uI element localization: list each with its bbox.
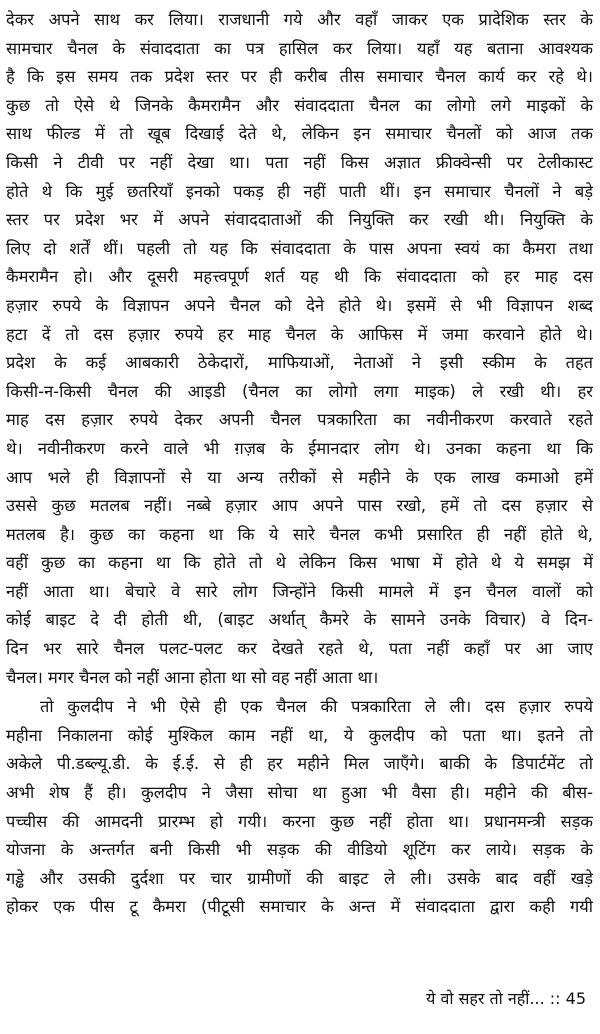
text-line: गड्ढे और उसकी दुर्दशा पर चार ग्रामीणों की बाइट ले ली। उसके बाद वहीं खड़े [6, 868, 593, 888]
text-line: अकेले पी.डब्ल्यू.डी. के ई.ई. से ही हर महीने मिल जाएँगे। बाकी के डिपार्टमेंट तो [6, 754, 593, 774]
paragraph-1 [6, 6, 593, 692]
text-line: स्तर पर प्रदेश भर में अपने संवाददाताओं की नियुक्ति कर रखी थी। नियुक्ति के [6, 210, 593, 230]
text-line: हज़ार रुपये के विज्ञापन अपने चैनल को देने होते थे। इसमें से भी विज्ञापन शब्द [6, 295, 593, 315]
text-line: प्रदेश के कई आबकारी ठेकेदारों, माफियाओं, नेताओं ने इसी स्कीम के तहत [6, 353, 593, 373]
running-title: ये वो सहर तो नहीं... [426, 989, 545, 1008]
text-line: उससे कुछ मतलब नहीं। नब्बे हज़ार आप अपने पास रखो, हमें तो दस हज़ार से [6, 496, 593, 516]
text-line: नहीं आता था। बेचारे वे सारे लोग जिन्होंने किसी मामले में इन चैनल वालों को [6, 581, 593, 601]
text-line: चैनल। मगर चैनल को नहीं आना होता था सो वह नहीं आता था। [6, 667, 379, 687]
text-line: कोई बाइट दे दी होती थी, (बाइट अर्थात् कैमरे के सामने उनके विचार) वे दिन- [6, 610, 593, 630]
text-line: थे। नवीनीकरण करने वाले भी ग़ज़ब के ईमानदार लोग थे। उनका कहना था कि [6, 438, 593, 458]
text-line: मतलब है। कुछ का कहना था कि ये सारे चैनल कभी प्रसारित ही नहीं होते थे, [6, 524, 593, 544]
text-line: लिए दो शर्तें थीं। पहली तो यह कि संवाददाता के पास अपना स्वयं का कैमरा तथा [6, 238, 593, 258]
text-line: कैमरामैन हो। और दूसरी महत्त्वपूर्ण शर्त यह थी कि संवाददाता को हर माह दस [6, 267, 593, 287]
text-line: अभी शेष हैं ही। कुलदीप ने जैसा सोचा था हुआ भी वैसा ही। महीने की बीस- [6, 783, 593, 803]
text-line: तो कुलदीप ने भी ऐसे ही एक चैनल की पत्रकारिता ले ली। दस हज़ार रुपये [40, 697, 593, 717]
text-line: वहीं कुछ का कहना था कि होते तो थे लेकिन किस भाषा में होते थे ये समझ में [6, 553, 593, 573]
text-line: साथ फील्ड में तो खूब दिखाई देते थे, लेकिन इन समाचार चैनलों को आज तक [6, 124, 593, 144]
text-line: होकर एक पीस टू कैमरा (पीटूसी समाचार के अन्त में संवाददाता द्वारा कही गयी [6, 897, 593, 917]
text-line: हटा दें तो दस हज़ार रुपये हर माह चैनल के आफिस में जमा करवाने होते थे। [6, 324, 593, 344]
text-line: कुछ तो ऐसे थे जिनके कैमरामैन और संवाददाता चैनल का लोगो लगे माइकों के [6, 95, 593, 115]
page-number: 45 [565, 989, 586, 1008]
text-line: आप भले ही विज्ञापनों से या अन्य तरीकों से महीने के एक लाख कमाओ हमें [6, 467, 593, 487]
text-line: देकर अपने साथ कर लिया। राजधानी गये और वहाँ जाकर एक प्रादेशिक स्तर के [6, 10, 593, 29]
text-line: होते थे कि मुई छतरियाँ इनको पकड़ ही नहीं पाती थीं। इन समाचार चैनलों ने बड़े [6, 181, 593, 201]
text-line: दिन भर सारे चैनल पलट-पलट कर देखते रहते थे, पता नहीं कहाँ पर आ जाए [6, 639, 593, 659]
text-line: महीना निकालना कोई मुश्किल काम नहीं था, ये कुलदीप को पता था। इतने तो [6, 725, 593, 745]
paragraph-2 [6, 693, 593, 922]
footer-separator: :: [549, 989, 561, 1008]
text-line: किसी-न-किसी चैनल की आइडी (चैनल का लोगो लगा माइक) ले रखी थी। हर [6, 381, 593, 401]
text-line: किसी ने टीवी पर नहीं देखा था। पता नहीं किस अज्ञात फ्रीक्वेन्सी पर टेलीकास्ट [6, 152, 593, 172]
page-footer [426, 987, 586, 1009]
text-line: सामचार चैनल के संवाददाता का पत्र हासिल कर लिया। यहाँ यह बताना आवश्यक [6, 38, 593, 58]
text-line: योजना के अन्तर्गत बनी किसी भी सड़क की वीडियो शूटिंग कर लाये। सड़क के [6, 840, 593, 860]
text-line: पच्चीस की आमदनी प्रारम्भ हो गयी। करना कुछ नहीं होता था। प्रधानमन्त्री सड़क [6, 811, 593, 831]
text-line: है कि इस समय तक प्रदेश स्तर पर ही करीब तीस समाचार चैनल कार्य कर रहे थे। [6, 67, 593, 87]
text-line: माह दस हज़ार रुपये देकर अपनी चैनल पत्रकारिता का नवीनीकरण करवाते रहते [6, 410, 593, 430]
